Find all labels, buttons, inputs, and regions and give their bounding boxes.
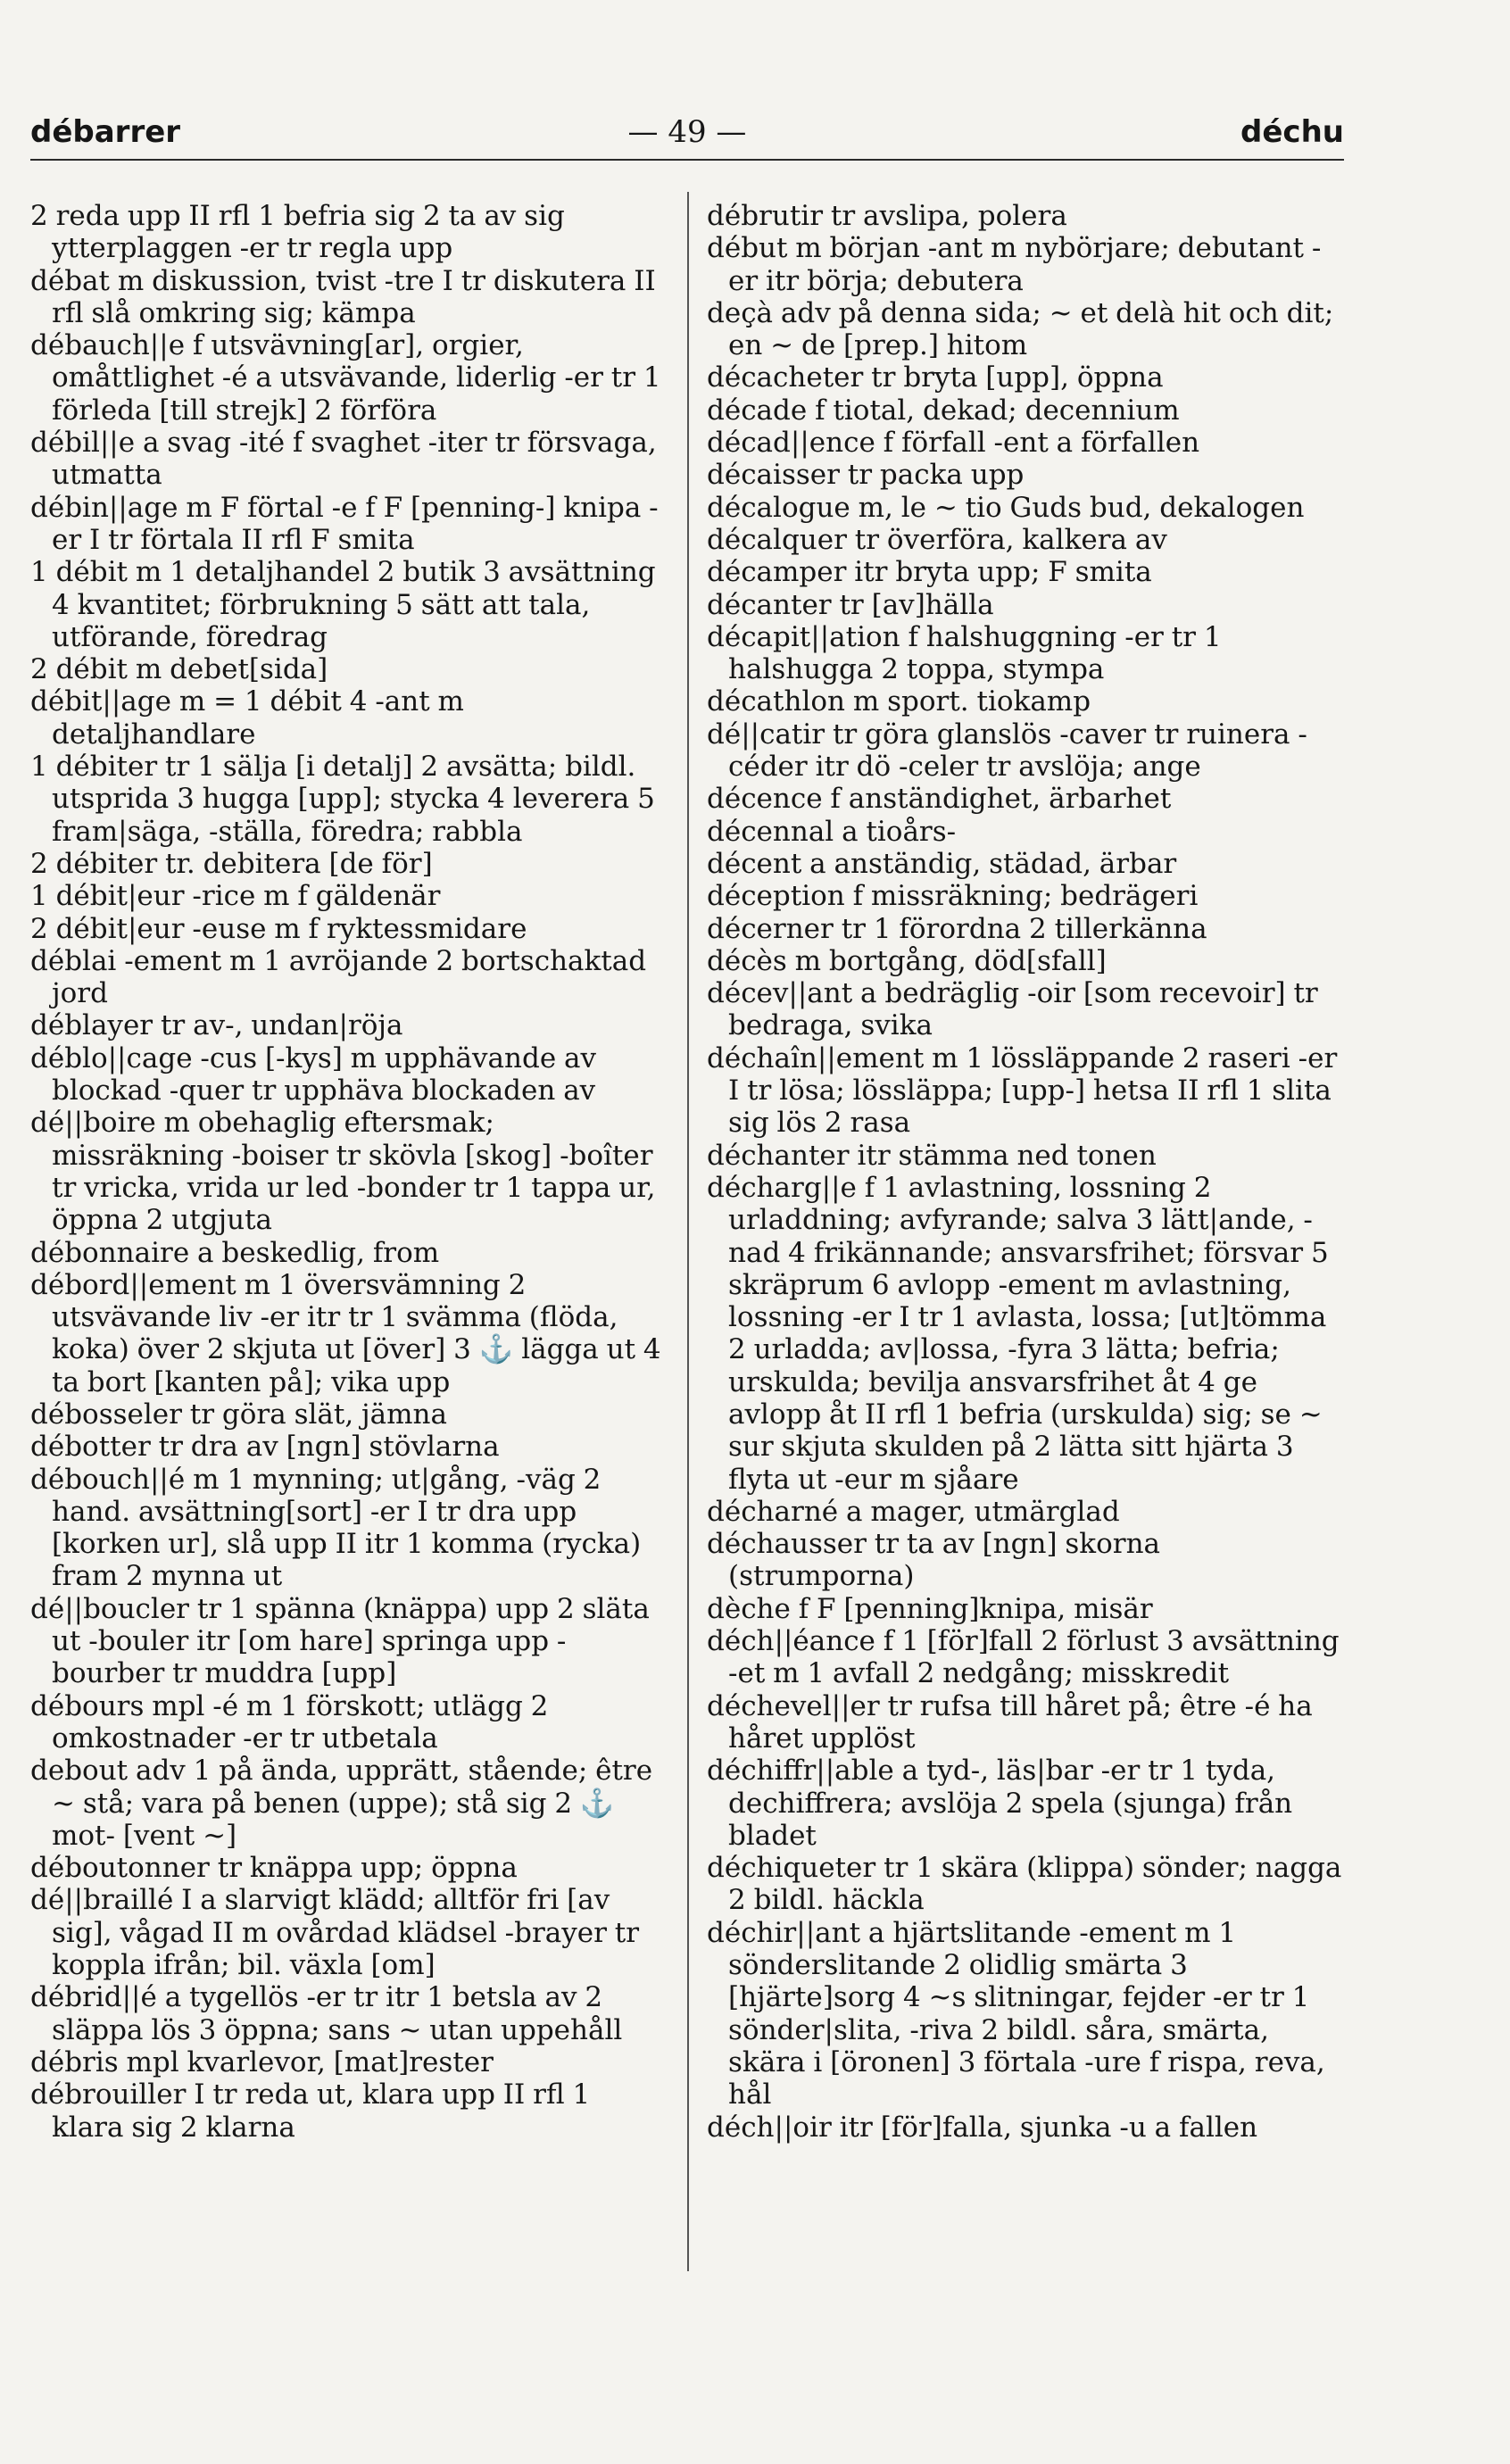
dictionary-entry: décade f tiotal, dekad; decennium: [707, 394, 1180, 427]
dictionary-entry: débrouiller I tr reda ut, klara upp II rfl 1 klara sig 2 klarna: [30, 2078, 591, 2144]
dictionary-entry: décanter tr [av]hälla: [707, 588, 994, 621]
dictionary-entry: déchanter itr stämma ned tonen: [707, 1139, 1157, 1172]
dictionary-entry: déch||oir itr [för]falla, sjunka -u a fallen: [707, 2111, 1258, 2144]
dictionary-entry: débat m diskussion, tvist -tre I tr diskutera II rfl slå omkring sig; kämpa: [30, 264, 656, 329]
dictionary-entry: décent a anständig, städad, ärbar: [707, 847, 1177, 880]
dictionary-entry: déchir||ant a hjärtslitande -ement m 1 sönderslitande 2 olidlig smärta 3 [hjärte]sorg 4 ~s slitningar, fejder -er tr 1 sönder|slita, -riva 2 bildl. såra, smärta, skära i [öronen] 3 förtala -ure f rispa, reva, hål: [707, 1916, 1325, 2111]
dictionary-entry: 2 débiter tr. debitera [de för]: [30, 847, 433, 880]
dictionary-entry: déchiffr||able a tyd-, läs|bar -er tr 1 tyda, dechiffrera; avslöja 2 spela (sjunga) från bladet: [707, 1755, 1293, 1852]
dictionary-entry: décathlon m sport. tiokamp: [707, 685, 1091, 718]
dictionary-entry: débin||age m F förtal -e f F [penning-] knipa -er I tr förtala II rfl F smita: [30, 491, 659, 556]
dictionary-entry: déchevel||er tr rufsa till håret på; être -é ha håret upplöst: [707, 1689, 1313, 1755]
dictionary-entry: débrutir tr avslipa, polera: [707, 200, 1067, 232]
dictionary-entry: déch||éance f 1 [för]fall 2 förlust 3 avsättning -et m 1 avfall 2 nedgång; misskredit: [707, 1625, 1340, 1690]
dictionary-entry: débrid||é a tygellös -er tr itr 1 betsla av 2 släppa lös 3 öppna; sans ~ utan uppehåll: [30, 1981, 623, 2046]
dictionary-entry: déception f missräkning; bedrägeri: [707, 880, 1199, 913]
dictionary-entry: décamper itr bryta upp; F smita: [707, 556, 1152, 589]
page-header: [30, 114, 1344, 164]
dictionary-entry: débonnaire a beskedlig, from: [30, 1236, 440, 1269]
dictionary-entry: décalogue m, le ~ tio Guds bud, dekalogen: [707, 491, 1305, 524]
dictionary-entry: 2 reda upp II rfl 1 befria sig 2 ta av sig ytterplaggen -er tr regla upp: [30, 200, 565, 265]
dictionary-entry: décaisser tr packa upp: [707, 459, 1025, 492]
dictionary-entry: déchausser tr ta av [ngn] skorna (strumporna): [707, 1528, 1161, 1593]
dictionary-entry: débotter tr dra av [ngn] stövlarna: [30, 1431, 500, 1464]
left-guide-word: débarrer: [30, 114, 181, 150]
dictionary-entry: dé||boire m obehaglig eftersmak; missräkning -boiser tr skövla [skog] -boîter tr vricka, vrida ur led -bonder tr 1 tappa ur, öppna 2 utgjuta: [30, 1107, 656, 1237]
dictionary-entry: 2 débit m debet[sida]: [30, 653, 328, 686]
dictionary-entry: 1 débit|eur -rice m f gäldenär: [30, 880, 441, 913]
dictionary-entry: décad||ence f förfall -ent a förfallen: [707, 427, 1200, 460]
header-rule: [30, 159, 1344, 161]
dictionary-entry: dé||braillé I a slarvigt klädd; alltför fri [av sig], vågad II m ovårdad klädsel -brayer tr koppla ifrån; bil. växla [om]: [30, 1884, 640, 1982]
dictionary-entry: décacheter tr bryta [upp], öppna: [707, 361, 1164, 394]
dictionary-entry: décapit||ation f halshuggning -er tr 1 halshugga 2 toppa, stympa: [707, 620, 1222, 686]
dictionary-entry: décharné a mager, utmärglad: [707, 1495, 1120, 1528]
dictionary-entry: deçà adv på denna sida; ~ et delà hit och dit; en ~ de [prep.] hitom: [707, 296, 1334, 362]
dictionary-entry: déblai -ement m 1 avröjande 2 bortschaktad jord: [30, 944, 647, 1010]
dictionary-entry: décharg||e f 1 avlastning, lossning 2 urladdning; avfyrande; salva 3 lätt|ande, -nad 4 frikännande; ansvarsfrihet; försvar 5 skräprum 6 avlopp -ement m avlastning, lossning -er I tr 1 avlasta, lossa; [ut]tömma 2 urladda; av|lossa, -fyra 3 lätta; befria; urskulda; bevilja ansvarsfrihet åt 4 ge avlopp åt II rfl 1 befria (urskulda) sig; se ~ sur skjuta skulden på 2 lätta sitt hjärta 3 flyta ut -eur m sjåare: [707, 1171, 1329, 1496]
dictionary-entry: début m början -ant m nybörjare; debutant -er itr börja; debutera: [707, 232, 1322, 297]
dictionary-entry: 2 débit|eur -euse m f ryktessmidare: [30, 912, 527, 945]
dictionary-entry: débit||age m = 1 débit 4 -ant m detaljhandlare: [30, 685, 464, 751]
dictionary-entry: décence f anständighet, ärbarhet: [707, 783, 1172, 816]
dictionary-entry: débosseler tr göra slät, jämna: [30, 1398, 447, 1431]
dictionary-entry: déchaîn||ement m 1 lössläppande 2 raseri -er I tr lösa; lössläppa; [upp-] hetsa II rfl 1 slita sig lös 2 rasa: [707, 1041, 1338, 1140]
dictionary-entry: débil||e a svag -ité f svaghet -iter tr försvaga, utmatta: [30, 427, 657, 492]
dictionary-entry: décev||ant a bedräglig -oir [som recevoir] tr bedraga, svika: [707, 977, 1318, 1042]
dictionary-entry: déblo||cage -cus [-kys] m upphävande av blockad -quer tr upphäva blockaden av: [30, 1041, 597, 1108]
dictionary-entry: 1 débit m 1 detaljhandel 2 butik 3 avsättning 4 kvantitet; förbrukning 5 sätt att tala, utförande, föredrag: [30, 556, 656, 653]
column-divider: [687, 192, 689, 2271]
dictionary-entry: décès m bortgång, död[sfall]: [707, 944, 1107, 977]
dictionary-entry: déchiqueter tr 1 skära (klippa) sönder; nagga 2 bildl. häckla: [707, 1852, 1342, 1917]
dictionary-entry: décalquer tr överföra, kalkera av: [707, 523, 1167, 556]
right-column: [707, 200, 1344, 2144]
dictionary-entry: 1 débiter tr 1 sälja [i detalj] 2 avsätta; bildl. utsprida 3 hugga [upp]; stycka 4 leverera 5 fram|säga, -ställa, föredra; rabbla: [30, 751, 655, 848]
dictionary-entry: débouch||é m 1 mynning; ut|gång, -väg 2 hand. avsättning[sort] -er I tr dra upp [korken ur], slå upp II itr 1 komma (rycka) fram 2 mynna ut: [30, 1463, 642, 1593]
dictionary-entry: débris mpl kvarlevor, [mat]rester: [30, 2045, 494, 2078]
dictionary-entry: dé||catir tr göra glanslös -caver tr ruinera -céder itr dö -celer tr avslöja; ange: [707, 718, 1307, 784]
dictionary-entry: dé||boucler tr 1 spänna (knäppa) upp 2 släta ut -bouler itr [om hare] springa upp -bourber tr muddra [upp]: [30, 1592, 650, 1690]
dictionary-entry: déboutonner tr knäppa upp; öppna: [30, 1852, 518, 1885]
dictionary-entry: décennal a tioårs-: [707, 815, 957, 848]
dictionary-entry: debout adv 1 på ända, upprätt, stående; être ~ stå; vara på benen (uppe); stå sig 2 ⚓ mot- [vent ~]: [30, 1755, 653, 1852]
dictionary-entry: débauch||e f utsvävning[ar], orgier, omåttlighet -é a utsvävande, liderlig -er tr 1 förleda [till strejk] 2 förföra: [30, 329, 661, 427]
dictionary-entry: décerner tr 1 förordna 2 tillerkänna: [707, 912, 1207, 945]
left-column: [30, 200, 669, 2144]
dictionary-entry: déblayer tr av-, undan|röja: [30, 1009, 403, 1042]
right-guide-word: déchu: [1240, 114, 1344, 150]
dictionary-entry: débours mpl -é m 1 förskott; utlägg 2 omkostnader -er tr utbetala: [30, 1689, 549, 1755]
page-number: — 49 —: [627, 114, 747, 150]
dictionary-entry: dèche f F [penning]knipa, misär: [707, 1592, 1153, 1625]
dictionary-entry: débord||ement m 1 översvämning 2 utsvävande liv -er itr tr 1 svämma (flöda, koka) över 2 skjuta ut [över] 3 ⚓ lägga ut 4 ta bort [kanten på]; vika upp: [30, 1268, 661, 1398]
